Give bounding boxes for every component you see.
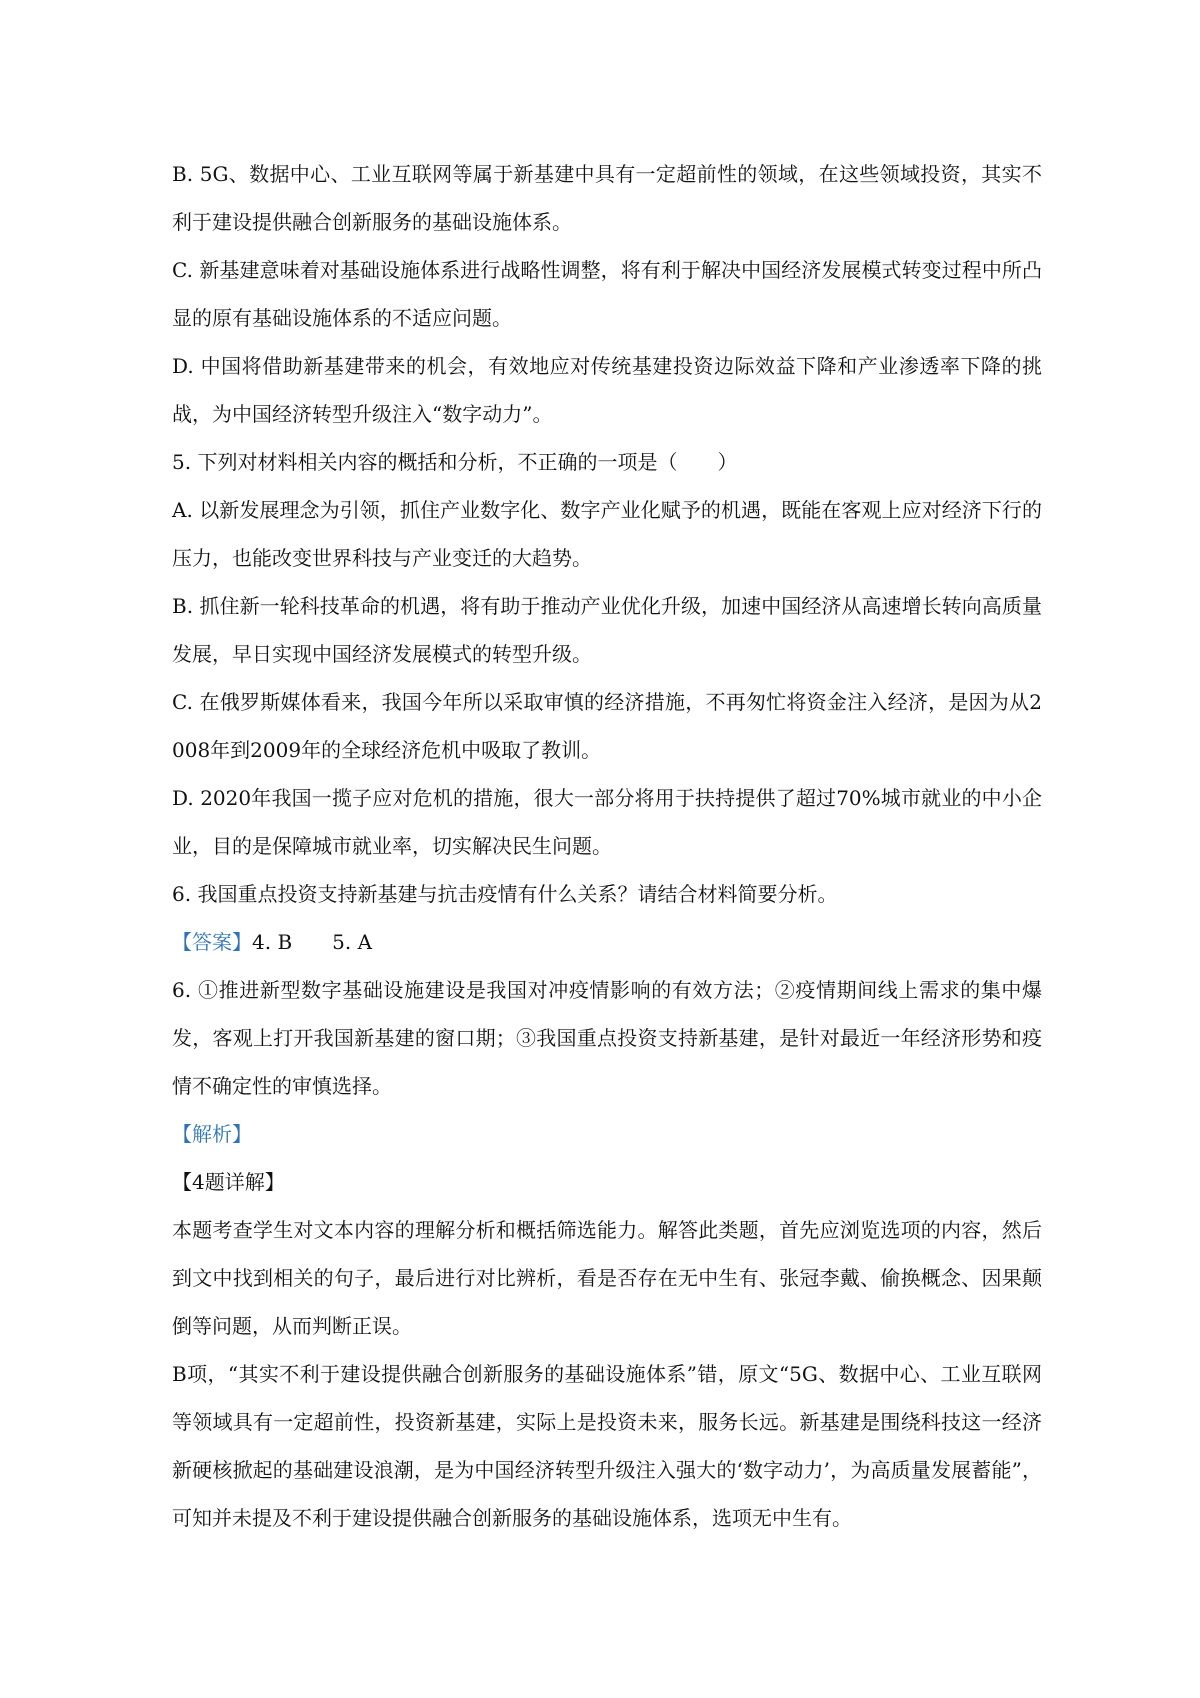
option-4b: B. 5G、数据中心、工业互联网等属于新基建中具有一定超前性的领域，在这些领域投资，其实不利于建设提供融合创新服务的基础设施体系。	[172, 162, 1042, 234]
option-4c: C. 新基建意味着对基础设施体系进行战略性调整，将有利于解决中国经济发展模式转变过程中所凸显的原有基础设施体系的不适应问题。	[172, 258, 1042, 330]
document-content	[172, 150, 1042, 1542]
option-5c: C. 在俄罗斯媒体看来，我国今年所以采取审慎的经济措施，不再匆忙将资金注入经济，是因为从2008年到2009年的全球经济危机中吸取了教训。	[172, 690, 1042, 762]
option-5a: A. 以新发展理念为引领，抓住产业数字化、数字产业化赋予的机遇，既能在客观上应对经济下行的压力，也能改变世界科技与产业变迁的大趋势。	[172, 498, 1042, 570]
question-6: 6. 我国重点投资支持新基建与抗击疫情有什么关系？请结合材料简要分析。	[172, 882, 838, 906]
question-5: 5. 下列对材料相关内容的概括和分析，不正确的一项是（ ）	[172, 450, 738, 474]
analysis-tag: 【解析】	[172, 1122, 252, 1146]
option-4d: D. 中国将借助新基建带来的机会，有效地应对传统基建投资边际效益下降和产业渗透率下降的挑战，为中国经济转型升级注入“数字动力”。	[172, 354, 1042, 426]
answer-line	[172, 918, 1042, 966]
answer-question-6: 6. ①推进新型数字基础设施建设是我国对冲疫情影响的有效方法；②疫情期间线上需求的集中爆发，客观上打开我国新基建的窗口期；③我国重点投资支持新基建，是针对最近一年经济形势和疫情不确定性的审慎选择。	[172, 978, 1042, 1098]
analysis-paragraph-1: 本题考查学生对文本内容的理解分析和概括筛选能力。解答此类题，首先应浏览选项的内容，然后到文中找到相关的句子，最后进行对比辨析，看是否存在无中生有、张冠李戴、偷换概念、因果颠倒等问题，从而判断正误。	[172, 1218, 1042, 1338]
option-5d: D. 2020年我国一揽子应对危机的措施，很大一部分将用于扶持提供了超过70%城市就业的中小企业，目的是保障城市就业率，切实解决民生问题。	[172, 786, 1042, 858]
answer-item-5: 5. A	[332, 930, 373, 954]
option-5b: B. 抓住新一轮科技革命的机遇，将有助于推动产业优化升级，加速中国经济从高速增长转向高质量发展，早日实现中国经济发展模式的转型升级。	[172, 594, 1042, 666]
answer-tag: 【答案】	[172, 930, 252, 954]
analysis-subheading: 【4题详解】	[172, 1170, 285, 1194]
analysis-heading	[172, 1110, 1042, 1158]
analysis-paragraph-2: B项，“其实不利于建设提供融合创新服务的基础设施体系”错，原文“5G、数据中心、工业互联网等领域具有一定超前性，投资新基建，实际上是投资未来，服务长远。新基建是围绕科技这一经济新硬核掀起的基础建设浪潮，是为中国经济转型升级注入强大的‘数字动力’，为高质量发展蓄能”，可知并未提及不利于建设提供融合创新服务的基础设施体系，选项无中生有。	[172, 1362, 1042, 1530]
answer-item-4: 4. B	[252, 930, 293, 954]
